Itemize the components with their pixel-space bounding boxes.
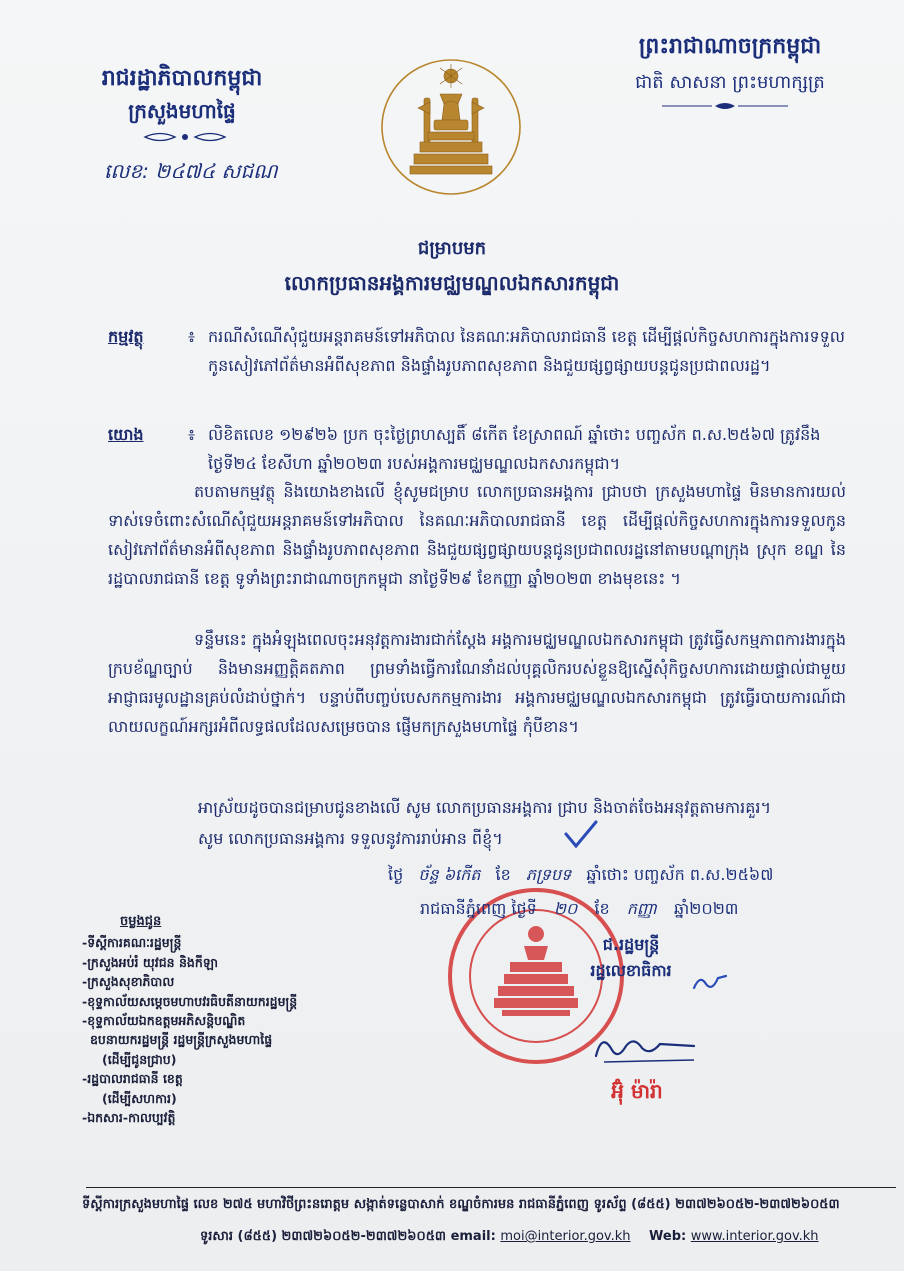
handwritten-annotation-icon [690, 970, 730, 994]
lunar-year: ឆ្នាំថោះ បញ្ចស័ក ព.ស.២៥៦៧ [586, 865, 774, 884]
reference-text: លិខិតលេខ ១២៩២៦ ប្រក ចុះថ្ងៃព្រហស្បតិ៍ ៨កើត ខែស្រាពណ៍ ឆ្នាំថោះ បញ្ចស័ក ព.ស.២៥៦៧ ត្រូវនឹងថ្ងៃទី២៤ ខែសីហា ឆ្នាំ២០២៣ របស់អង្គការមជ្ឈមណ្ឌលឯកសារកម្ពុជា។ [208, 425, 821, 473]
footer-address: ទីស្តីការក្រសួងមហាផ្ទៃ លេខ ២៧៥ មហាវិថីព្រះនរោត្តម សង្កាត់ទន្លេបាសាក់ ខណ្ឌចំការមន រាជធានីភ្នំពេញ ទូរស័ព្ទ (៨៥៥) ២៣៧២៦០៥២-២៣៧២៦០៥៣ [82, 1197, 840, 1212]
footer-divider [86, 1187, 896, 1188]
addressee: លោកប្រធានអង្គការមជ្ឈមណ្ឌលឯកសារកម្ពុជា [284, 271, 620, 295]
footer-email-label: email: [450, 1229, 496, 1244]
footer-contacts [200, 1228, 890, 1247]
signature-icon [590, 1026, 700, 1066]
government-name: រាជរដ្ឋាភិបាលកម្ពុជា [101, 66, 263, 91]
cc-item: (ដើម្បីជូនជ្រាប) [102, 1051, 177, 1067]
subject-label: កម្មវត្ថុ [108, 327, 144, 346]
cc-list [82, 912, 342, 1127]
footer-web-link[interactable]: www.interior.gov.kh [690, 1229, 819, 1244]
kingdom-title: ព្រះរាជាណាចក្រកម្ពុជា [638, 34, 822, 59]
lunar-month: ភទ្របទ [525, 865, 572, 884]
subject-row [108, 322, 848, 412]
cc-item: (ដើម្បីសហការ) [102, 1090, 177, 1106]
cc-item: -ខុទ្ទកាល័យសម្តេចមហាបវរធិបតីនាយករដ្ឋមន្ត្រី [82, 993, 298, 1009]
solar-month: កញ្ញា [626, 899, 657, 918]
ornament-divider-icon [660, 100, 790, 112]
reference-number: លេខ: ២៤៧៤ សជណ [104, 159, 278, 183]
footer-email-link[interactable]: moi@interior.gov.kh [500, 1229, 631, 1244]
solar-date-line [420, 898, 860, 922]
cc-item: ឧបនាយករដ្ឋមន្ត្រី រដ្ឋមន្ត្រីក្រសួងមហាផ្ទៃ [90, 1032, 273, 1048]
salutation: ជម្រាបមក [417, 238, 487, 259]
closing-paragraph: អាស្រ័យដូចបានជម្រាបជូនខាងលើ សូម លោកប្រធានអង្គការ ជ្រាប និងចាត់ចែងអនុវត្តតាមការគួរ។ [198, 798, 771, 817]
body-paragraph-1: តបតាមកម្មវត្ថុ និងយោងខាងលើ ខ្ញុំសូមជម្រាប លោកប្រធានអង្គការ ជ្រាបថា ក្រសួងមហាផ្ទៃ មិនមានការយល់ទាស់ទេចំពោះសំណើសុំជួយអន្តរាគមន៍ទៅអភិបាល នៃគណៈអភិបាលរាជធានី ខេត្ត ដើម្បីផ្តល់កិច្ចសហការក្នុងការទទួលកូនសៀវភៅព័ត៌មានអំពីសុខភាព និងផ្ទាំងរូបភាពសុខភាព និងជួយផ្សព្វផ្សាយបន្តជូនប្រជាពលរដ្ឋនៅតាមបណ្តាក្រុង ស្រុក ខណ្ឌ នៃរដ្ឋបាលរាជធានី ខេត្ត ទូទាំងព្រះរាជាណាចក្រកម្ពុជា នាថ្ងៃទី២៩ ខែកញ្ញា ឆ្នាំ២០២៣ ខាងមុខនេះ ។ [108, 482, 846, 588]
ornament-divider-icon [140, 130, 230, 144]
cc-item: -រដ្ឋបាលរាជធានី ខេត្ត [82, 1071, 183, 1087]
for-minister-title: ជ.រដ្ឋមន្ត្រី [602, 935, 660, 954]
royal-emblem-icon [380, 58, 522, 196]
lunar-date-line [388, 864, 858, 888]
cc-item: -ខុទ្ទកាល័យឯកឧត្តមអភិសន្តិបណ្ឌិត [82, 1013, 246, 1029]
cc-item: -ក្រសួងអប់រំ យុវជន និងកីឡា [82, 954, 219, 970]
colon: ៖ [188, 425, 196, 444]
closing-regards: សូម លោកប្រធានអង្គការ ទទួលនូវការរាប់អាន ពីខ្ញុំ។ [198, 829, 503, 848]
reference-row [108, 420, 848, 480]
signatory-name: អ៊ុំ ម៉ារ៉ា [611, 1079, 663, 1103]
cc-item: -ក្រសួងសុខាភិបាល [82, 974, 175, 990]
secretary-of-state-title: រដ្ឋលេខាធិការ [590, 961, 672, 980]
reference-label: យោង [108, 425, 144, 444]
cc-item: -ទីស្តីការគណៈរដ្ឋមន្ត្រី [82, 935, 182, 951]
ministry-name: ក្រសួងមហាផ្ទៃ [128, 99, 236, 123]
lunar-day-prefix: ថ្ងៃ [388, 865, 404, 884]
lunar-day: ច័ន្ទ ៦កើត [418, 865, 481, 884]
solar-year: ឆ្នាំ២០២៣ [674, 899, 739, 918]
colon: ៖ [188, 327, 196, 346]
footer-web-label: Web: [649, 1229, 687, 1244]
solar-month-prefix: ខែ [594, 899, 610, 918]
cc-title: ចម្លងជូន [120, 914, 162, 929]
national-motto: ជាតិ សាសនា ព្រះមហាក្សត្រ [635, 72, 825, 93]
lunar-month-prefix: ខែ [495, 865, 511, 884]
cc-item: -ឯកសារ-កាលប្បវត្តិ [82, 1110, 176, 1126]
checkmark-icon [562, 818, 600, 850]
subject-text: ករណីសំណើសុំជួយអន្តរាគមន៍ទៅអភិបាល នៃគណៈអភិបាលរាជធានី ខេត្ត ដើម្បីផ្តល់កិច្ចសហការក្នុងការទទួលកូនសៀវភៅព័ត៌មានអំពីសុខភាព និងផ្ទាំងរូបភាពសុខភាព និងជួយផ្សព្វផ្សាយបន្តជូនប្រជាពលរដ្ឋ។ [208, 327, 846, 375]
solar-day: ២០ [553, 899, 578, 918]
body-paragraph-2: ទន្ទឹមនេះ ក្នុងអំឡុងពេលចុះអនុវត្តការងារជាក់ស្តែង អង្គការមជ្ឈមណ្ឌលឯកសារកម្ពុជា ត្រូវធ្វើសកម្មភាពការងារក្នុងក្របខ័ណ្ឌច្បាប់ និងមានអញ្ញត្តិគតភាព ព្រមទាំងធ្វើការណែនាំដល់បុគ្គលិករបស់ខ្លួនឱ្យស្នើសុំកិច្ចសហការដោយផ្ទាល់ជាមួយអាជ្ញាធរមូលដ្ឋានគ្រប់លំដាប់ថ្នាក់។ បន្ទាប់ពីបញ្ចប់បេសកកម្មការងារ អង្គការមជ្ឈមណ្ឌលឯកសារកម្ពុជា ត្រូវធ្វើរបាយការណ៍ជាលាយលក្ខណ៍អក្សរអំពីលទ្ធផលដែលសម្រេចបាន ផ្ញើមកក្រសួងមហាផ្ទៃ កុំបីខាន។ [108, 630, 846, 736]
footer-fax: ទូរសារ (៨៥៥) ២៣៧២៦០៥២-២៣៧២៦០៥៣ [200, 1229, 447, 1244]
solar-day-prefix: រាជធានីភ្នំពេញ ថ្ងៃទី [420, 899, 537, 918]
